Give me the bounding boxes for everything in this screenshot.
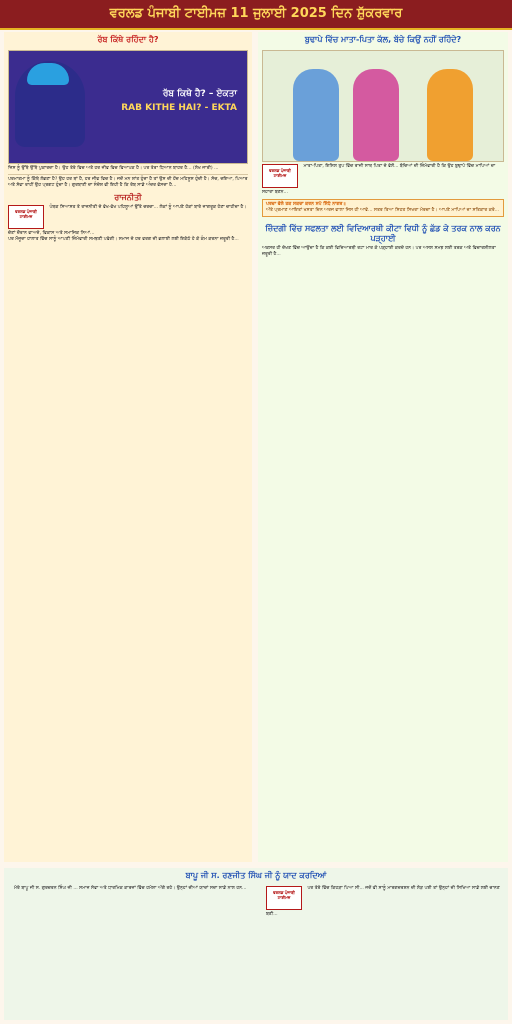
image-title-english: RAB KITHE HAI? - EKTA (121, 103, 237, 113)
quote-box (262, 199, 504, 217)
article-text-3-content: ਪੰਥਕ ਸਿਆਸਤ ਤੇ ਰਾਜਨੀਤੀ ਦੇ ਵੱਖ-ਵੱਖ ਪਹਿਲੂਆਂ ਉੱਤੇ ਚਰਚਾ... ਲੋਕਾਂ ਨੂੰ ਆਪਣੇ ਹੱਕਾਂ ਬਾਰੇ ਜਾਗਰੂਕ ਹੋਣਾ ਚਾਹੀਦਾ ਹੈ। ਚੋਣਾਂ ਦੌਰਾਨ ਵਾਅਦੇ, ਵਿਕਾਸ ਅਤੇ ਸਮਾਜਿਕ ਨਿਆਂ... (8, 205, 247, 236)
bottom-section (4, 868, 508, 1020)
world-punjabi-times-logo (262, 164, 298, 188)
image-title-punjabi: ਰੱਬ ਕਿਥੇ ਹੈ? – ਏਕਤਾ (162, 89, 237, 99)
turban-icon (27, 63, 69, 85)
quote-text: ਅੱਤੇ ਪ੍ਰਮਾਣ ਆਇਤਾਂ ਖਸਤਾ ਦਿਨ ਅਰਜ ਵਾਲਾ ਜਿਸ ਹੀ ਆਵੇ... ਸਤਰ ਤਿਆ ਸਿਹਤ ਸਿਖਰਾ ਮੋਰਚਾ ਹੈ। ਆਪਣੇ ਮਾਪਿਆਂ ਦਾ ਸਤਿਕਾਰ ਕਰੋ... (266, 208, 500, 213)
section-title-politics: ਰਾਜਨੀਤੀ (114, 193, 142, 202)
world-punjabi-times-logo (266, 886, 302, 910)
article-text-3 (4, 205, 252, 237)
memorial-text-right (262, 886, 508, 918)
family-image (262, 50, 504, 162)
elders-article-content: ਮਾਤਾ-ਪਿਤਾ, ਇਸਿਲ ਤੁਪ ਵਿੱਚ ਰਾਜ਼ੀ ਸਾਥ ਪਿਤਾ ਦੇ ਵੱਲੋਂ... ਬੱਚਿਆਂ ਦੀ ਜ਼ਿੰਮੇਵਾਰੀ ਹੈ ਕਿ ਉਹ ਬੁਢਾਪੇ ਵਿੱਚ ਮਾਪਿਆਂ ਦਾ ਸਹਾਰਾ ਬਣਨ... (262, 164, 496, 195)
headline-students: ਜ਼ਿੰਦਗੀ ਵਿੱਚ ਸਫਲਤਾ ਲਈ ਵਿਦਿਆਰਥੀ ਕੀਟਾ ਵਿਧੀ ਨੂੰ ਛੱਡ ਕੇ ਤਰਕ ਨਾਲ ਕਰਨ ਪੜ੍ਹਾਈ (265, 224, 501, 243)
masthead-text: ਵਰਲਡ ਪੰਜਾਬੀ ਟਾਈਮਜ਼ 11 ਜੁਲਾਈ 2025 ਦਿਨ ਸ਼ੁੱਕਰਵਾਰ (109, 6, 403, 21)
elders-article (258, 164, 508, 196)
logo-text: ਵਰਲਡ ਪੰਜਾਬੀ ਟਾਈਮਜ਼ (15, 209, 37, 219)
headline-rabb: ਰੱਬ ਕਿੱਥੇ ਰਹਿੰਦਾ ਹੈ? (97, 35, 159, 44)
son-figure (427, 69, 473, 161)
headline-elders: ਬੁਢਾਪੇ ਵਿੱਚ ਮਾਤਾ-ਪਿਤਾ ਕੱਲ, ਬੱਚੇ ਕਿਉਂ ਨਹੀਂ ਰਹਿੰਦੇ? (304, 35, 462, 44)
article-text-2: ਪਰਮਾਤਮਾ ਨੂੰ ਕਿੱਥੇ ਲੱਭਣਾ ਹੈ? ਉਹ ਹਰ ਥਾਂ ਹੈ, ਹਰ ਜੀਵ ਵਿਚ ਹੈ। ਜਦੋਂ ਮਨ ਸ਼ਾਂਤ ਹੁੰਦਾ ਹੈ ਤਾਂ ਉਸ ਦੀ ਹੋਂਦ ਮਹਿਸੂਸ ਹੁੰਦੀ ਹੈ। ਸੱਚ, ਦਇਆ, ਪਿਆਰ ਅਤੇ ਸੇਵਾ ਰਾਹੀਂ ਉਹ ਪ੍ਰਗਟ ਹੁੰਦਾ ਹੈ। ਗੁਰਬਾਣੀ ਦਾ ਸੰਦੇਸ਼ ਵੀ ਇਹੀ ਹੈ ਕਿ ਰੱਬ ਸਾਡੇ ਅੰਦਰ ਵੱਸਦਾ ਹੈ... (8, 177, 248, 188)
right-column (258, 32, 508, 862)
logo-text: ਵਰਲਡ ਪੰਜਾਬੀ ਟਾਈਮਜ਼ (273, 890, 295, 900)
logo-text: ਵਰਲਡ ਪੰਜਾਬੀ ਟਾਈਮਜ਼ (269, 168, 291, 178)
article-text-4: ਪਰ ਮੌਜੂਦਾ ਹਾਲਾਤ ਵਿੱਚ ਸਾਨੂੰ ਆਪਣੀ ਜ਼ਿੰਮੇਵਾਰੀ ਸਮਝਣੀ ਪਵੇਗੀ। ਸਮਾਜ ਦੇ ਹਰ ਵਰਗ ਦੀ ਭਲਾਈ ਲਈ ਇਕੱਠੇ ਹੋ ਕੇ ਕੰਮ ਕਰਨਾ ਜ਼ਰੂਰੀ ਹੈ... (8, 237, 239, 242)
hero-image (8, 50, 248, 164)
left-column (4, 32, 252, 862)
memorial-text-left: ਮੇਰੇ ਬਾਪੂ ਜੀ ਸ. ਗੁਰਚਰਨ ਸਿੰਘ ਜੀ ... ਸਮਾਜ ਸੇਵਾ ਅਤੇ ਧਾਰਮਿਕ ਕਾਰਜਾਂ ਵਿੱਚ ਹਮੇਸ਼ਾ ਅੱਗੇ ਰਹੇ। ਉਨ੍ਹਾਂ ਦੀਆਂ ਯਾਦਾਂ ਸਦਾ ਸਾਡੇ ਨਾਲ ਹਨ... (14, 886, 247, 891)
masthead (0, 0, 512, 30)
world-punjabi-times-logo (8, 205, 44, 229)
quote-title: ਪਰਦਾ ਵੱਲੋ ਤਕ ਸਕਦਾ ਕਰਨ ਸਪੇ ਸਿੱਧੇ ਨਾਗਰ॥ (266, 202, 346, 207)
memorial-text-right-content: ਪਰ ਤੇਰੇ ਵਿੱਚ ਕਿਹੜਾ ਪਿਆ ਸੀ... ਜਦੋਂ ਵੀ ਸਾਨੂੰ ਮਾਰਗਦਰਸ਼ਨ ਦੀ ਲੋੜ ਪਈ ਤਾਂ ਉਨ੍ਹਾਂ ਦੀ ਸਿਖਿਆ ਸਾਡੇ ਲਈ ਚਾਨਣ ਬਣੀ... (266, 886, 500, 917)
headline-memorial: ਬਾਪੂ ਜੀ ਸ. ਰਣਜੀਤ ਸਿੰਘ ਜੀ ਨੂੰ ਯਾਦ ਕਰਦਿਆਂ (185, 871, 327, 880)
mother-figure (353, 69, 399, 161)
article-text-1: ਜਿਸ ਨੂੰ ਉੱਥੇ ਉੱਥੇ ਪੁਕਾਰਦਾ ਹੈ। ਉਹ ਤੇਰੇ ਵਿਚ ਅਤੇ ਹਰ ਜੀਵ ਵਿਚ ਵਿਆਪਕ ਹੈ। ਪਰ ਤੇਰਾ ਧਿਆਨ ਬਾਹਰ ਹੈ... (ਲੇਖ ਜਾਰੀ) ... (8, 166, 219, 171)
father-figure (293, 69, 339, 161)
students-article: ਅਕਸਰ ਹੀ ਦੇਖਣ ਵਿੱਚ ਆਉਂਦਾ ਹੈ ਕਿ ਕਈ ਵਿਦਿਆਰਥੀ ਰਟਾ ਮਾਰ ਕੇ ਪੜ੍ਹਾਈ ਕਰਦੇ ਹਨ। ਪਰ ਅਸਲ ਸਮਝ ਲਈ ਤਰਕ ਅਤੇ ਵਿਚਾਰਸ਼ੀਲਤਾ ਜ਼ਰੂਰੀ ਹੈ... (262, 246, 496, 257)
divider (8, 174, 248, 175)
